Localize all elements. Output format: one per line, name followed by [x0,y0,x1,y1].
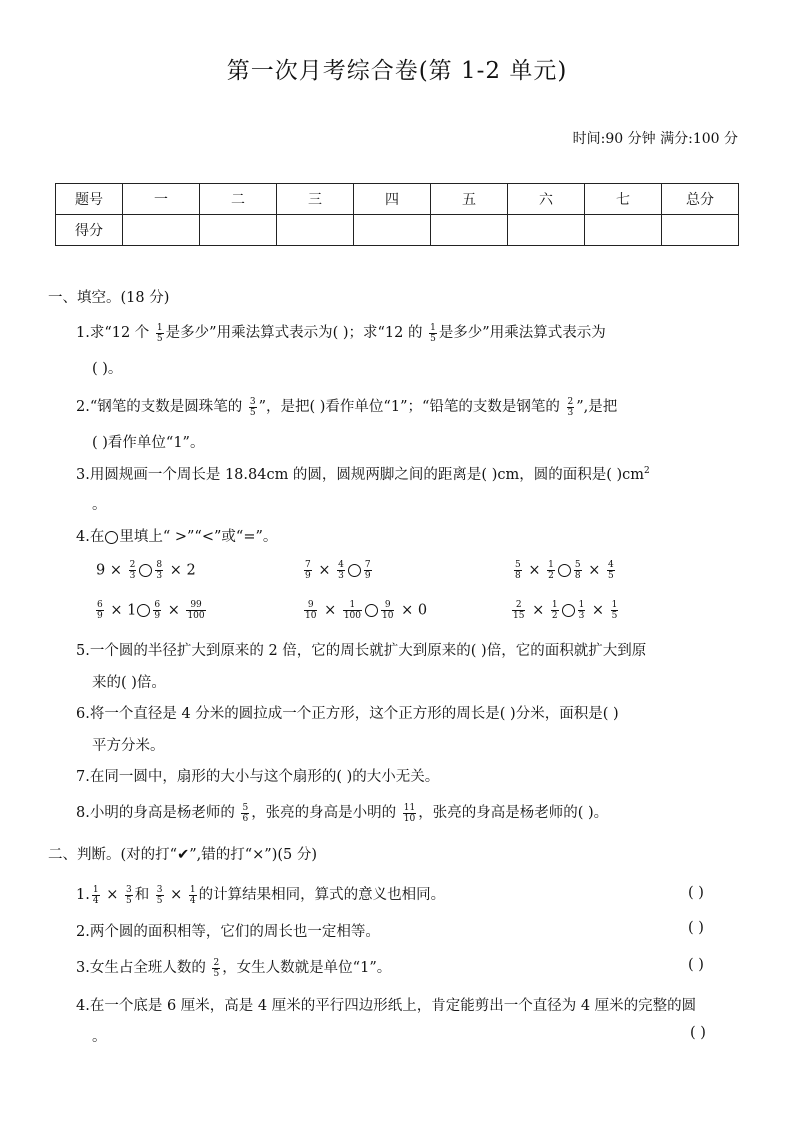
score-header-cell: 题号 [56,184,123,215]
question-text: 1.求“12 个 [76,325,154,341]
compare-circle-icon[interactable] [558,564,571,577]
score-table-score-row [56,215,739,246]
fraction: $\frac{11}{10}$ [403,802,416,824]
score-header-cell: 一 [123,184,200,215]
question-2-3: 3.女生占全班人数的 $\frac{2}{5}$ ，女生人数就是单位“1”。 [76,957,392,979]
compare-circle-icon [105,531,118,544]
question-text: 是多少”用乘法算式表示为 [438,325,606,341]
question-1-4 [76,525,277,546]
question-1-2-line2: ( )看作单位“1”。 [92,435,205,451]
section-1-heading: 一、填空。(18 分) [48,290,170,306]
score-cell[interactable] [585,215,662,246]
question-2-4-line2: 。 [92,1029,107,1045]
score-header-cell: 六 [508,184,585,215]
compare-circle-icon[interactable] [348,564,361,577]
fraction: $\frac{3}{5}$ [249,396,256,418]
question-text: ，张亮的身高是小明的 [251,805,401,821]
answer-paren[interactable]: ( ) [690,1025,706,1041]
fraction: $\frac{2}{3}$ [567,396,574,418]
question-text: 和 [134,887,154,903]
score-header-cell: 三 [277,184,354,215]
answer-paren[interactable]: ( ) [688,885,704,901]
score-cell[interactable] [200,215,277,246]
question-text: 2.“钢笔的支数是圆珠笔的 [76,399,247,415]
question-2-4: 4.在一个底是 6 厘米，高是 4 厘米的平行四边形纸上，肯定能剪出一个直径为 4 厘米的完整的圆 [76,998,697,1014]
fraction: $\frac{1}{5}$ [156,322,163,344]
compare-circle-icon[interactable] [365,604,378,617]
question-text: 1. [76,887,90,903]
score-cell[interactable] [354,215,431,246]
question-1-2 [76,395,617,418]
question-1-6: 6.将一个直径是 4 分米的圆拉成一个正方形，这个正方形的周长是( )分米，面积是( ) [76,706,619,722]
compare-circle-icon[interactable] [137,604,150,617]
question-2-2: 2.两个圆的面积相等，它们的周长也一定相等。 [76,924,380,940]
page-title: 第一次月考综合卷(第 1-2 单元) [226,58,568,84]
question-text: 是多少”用乘法算式表示为( )；求“12 的 [165,325,428,341]
question-1-1-line2: ( )。 [92,361,123,377]
question-text: 里填上“ >”“<”或“=”。 [119,529,278,545]
question-text: ”,是把 [576,399,618,415]
score-cell[interactable] [277,215,354,246]
score-cell[interactable] [431,215,508,246]
section-2-heading: 二、判断。(对的打“✔”,错的打“×”)(5 分) [48,847,318,863]
question-text: 4.在 [76,529,105,545]
score-header-cell: 五 [431,184,508,215]
exam-meta: 时间:90 分钟 满分:100 分 [572,131,738,147]
answer-paren[interactable]: ( ) [688,920,704,936]
question-1-8 [76,801,608,824]
compare-item-5[interactable]: $\frac{9}{10}$ × $\frac{1}{100}$ $\frac{9}{10}$ × 0 [305,600,428,621]
compare-item-2[interactable]: $\frac{7}{9}$ × $\frac{4}{3}$ $\frac{7}{9}$ [305,560,371,581]
question-text: ”，是把( )看作单位“1”；“铅笔的支数是钢笔的 [258,399,565,415]
compare-circle-icon[interactable] [562,604,575,617]
question-1-7: 7.在同一圆中，扇形的大小与这个扇形的( )的大小无关。 [76,769,440,785]
question-1-3-line2: 。 [92,497,107,513]
superscript: 2 [644,466,650,477]
question-text: 3.用圆规画一个周长是 18.84cm 的圆，圆规两脚之间的距离是( )cm，圆的面积是( )cm [76,467,645,483]
compare-item-6[interactable]: $\frac{2}{15}$ × $\frac{1}{2}$ $\frac{1}{3}$ × $\frac{1}{5}$ [513,600,618,621]
question-text: 3.女生占全班人数的 [76,960,211,976]
score-cell[interactable] [662,215,739,246]
score-header-cell: 七 [585,184,662,215]
question-text: 的计算结果相同，算式的意义也相同。 [198,887,446,903]
question-1-1 [76,321,606,344]
compare-circle-icon[interactable] [139,564,152,577]
compare-item-4[interactable]: $\frac{6}{9}$ × 1 $\frac{6}{9}$ × $\frac{99}{100}$ [97,600,205,621]
score-table-header-row [56,184,739,215]
score-cell[interactable] [123,215,200,246]
question-1-6-line2: 平方分米。 [92,738,165,754]
question-1-5-line2: 来的( )倍。 [92,675,166,691]
fraction: $\frac{1}{5}$ [430,322,436,344]
score-header-cell: 总分 [662,184,739,215]
score-cell[interactable] [508,215,585,246]
question-1-5: 5.一个圆的半径扩大到原来的 2 倍，它的周长就扩大到原来的( )倍，它的面积就扩大到原 [76,643,647,659]
score-header-cell: 二 [200,184,277,215]
fraction: $\frac{5}{6}$ [242,802,249,824]
question-2-1: 1. $\frac{1}{4}$ × $\frac{3}{5}$ 和 $\frac{3}{5}$ × $\frac{1}{4}$ 的计算结果相同，算式的意义也相同。 [76,884,446,906]
question-text: ，张亮的身高是杨老师的( )。 [418,805,609,821]
compare-item-1[interactable]: 9 × $\frac{2}{3}$ $\frac{8}{3}$ × 2 [96,560,196,581]
question-1-3 [76,463,650,484]
question-text: 8.小明的身高是杨老师的 [76,805,240,821]
answer-paren[interactable]: ( ) [688,957,704,973]
score-table [55,183,739,246]
score-header-cell: 四 [354,184,431,215]
compare-item-3[interactable]: $\frac{5}{8}$ × $\frac{1}{2}$ $\frac{5}{8}$ × $\frac{4}{5}$ [515,560,614,581]
question-text: ，女生人数就是单位“1”。 [222,960,392,976]
score-row-label: 得分 [56,215,123,246]
